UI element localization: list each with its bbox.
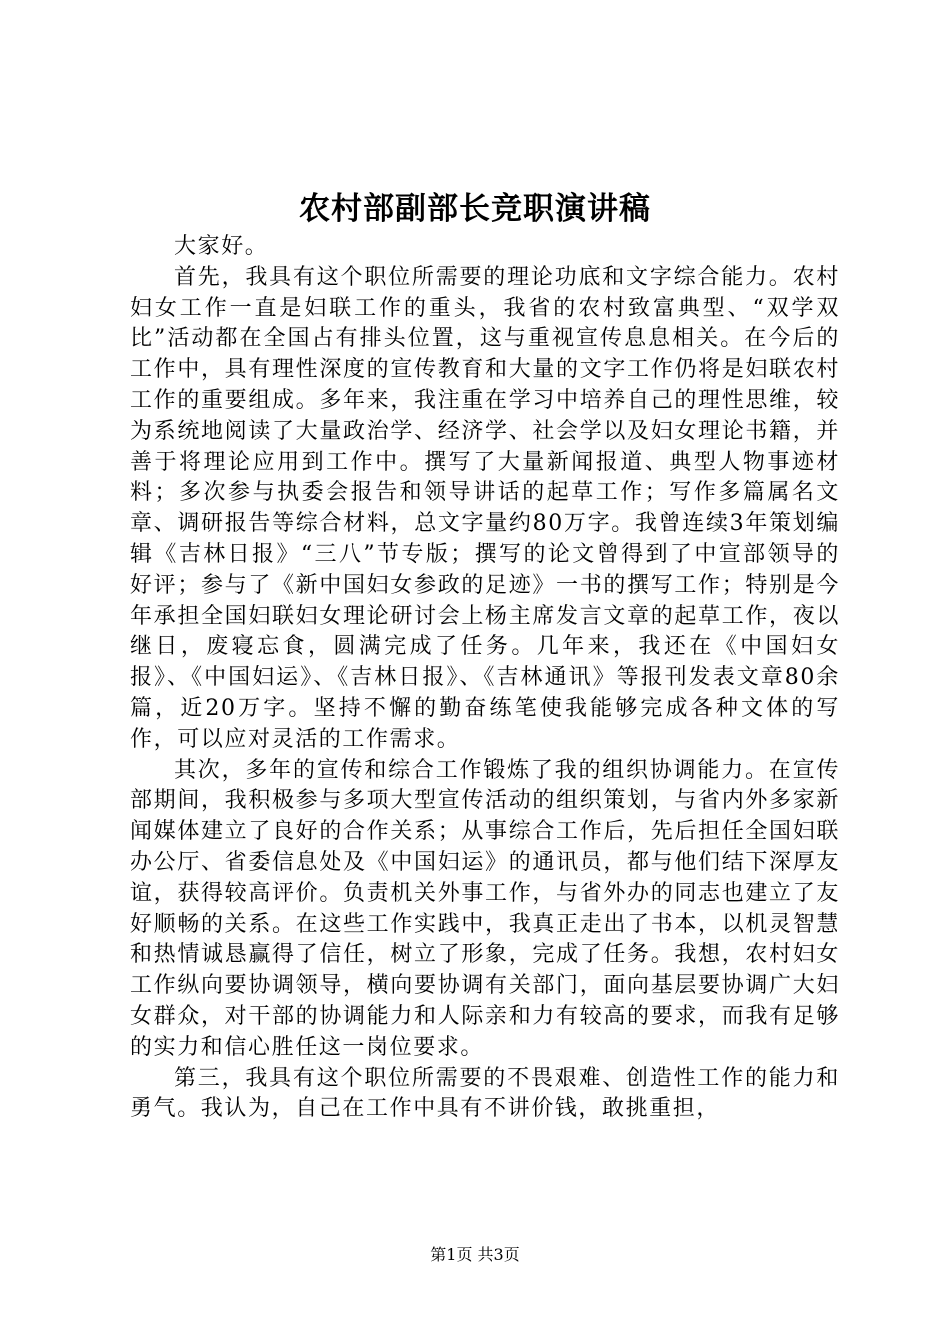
document-title: 农村部副部长竞职演讲稿 [299,191,651,227]
page-footer: 第1页 共3页 [430,1245,520,1264]
paragraph-second-point: 其次，多年的宣传和综合工作锻炼了我的组织协调能力。在宣传部期间，我积极参与多项大型宣传活动的组织策划，与省内外多家新闻媒体建立了良好的合作关系；从事综合工作后，先后担任全国妇联办公厅、省委信息处及《中国妇运》的通讯员，都与他们结下深厚友谊，获得较高评价。负责机关外事工作，与省外办的同志也建立了友好顺畅的关系。在这些工作实践中，我真正走出了书本，以机灵智慧和热情诚恳赢得了信任，树立了形象，完成了任务。我想，农村妇女工作纵向要协调领导，横向要协调有关部门，面向基层要协调广大妇女群众，对干部的协调能力和人际亲和力有较高的要求，而我有足够的实力和信心胜任这一岗位要求。 [130,757,840,1060]
paragraph-third-point: 第三，我具有这个职位所需要的不畏艰难、创造性工作的能力和勇气。我认为，自己在工作中具有不讲价钱，敢挑重担， [130,1065,840,1122]
document-body [130,232,840,1125]
paragraph-first-point: 首先，我具有这个职位所需要的理论功底和文字综合能力。农村妇女工作一直是妇联工作的重头，我省的农村致富典型、“双学双比”活动都在全国占有排头位置，这与重视宣传息息相关。在今后的工作中，具有理性深度的宣传教育和大量的文字工作仍将是妇联农村工作的重要组成。多年来，我注重在学习中培养自己的理性思维，较为系统地阅读了大量政治学、经济学、社会学以及妇女理论书籍，并善于将理论应用到工作中。撰写了大量新闻报道、典型人物事迹材料；多次参与执委会报告和领导讲话的起草工作；写作多篇属名文章、调研报告等综合材料，总文字量约80万字。我曾连续3年策划编辑《吉林日报》“三八”节专版；撰写的论文曾得到了中宣部领导的好评；参与了《新中国妇女参政的足迹》一书的撰写工作；特别是今年承担全国妇联妇女理论研讨会上杨主席发言文章的起草工作，夜以继日，废寝忘食，圆满完成了任务。几年来，我还在《中国妇女报》、《中国妇运》、《吉林日报》、《吉林通讯》等报刊发表文章80余篇，近20万字。坚持不懈的勤奋练笔使我能够完成各种文体的写作，可以应对灵活的工作需求。 [130,264,840,752]
paragraph-greeting: 大家好。 [174,234,269,259]
